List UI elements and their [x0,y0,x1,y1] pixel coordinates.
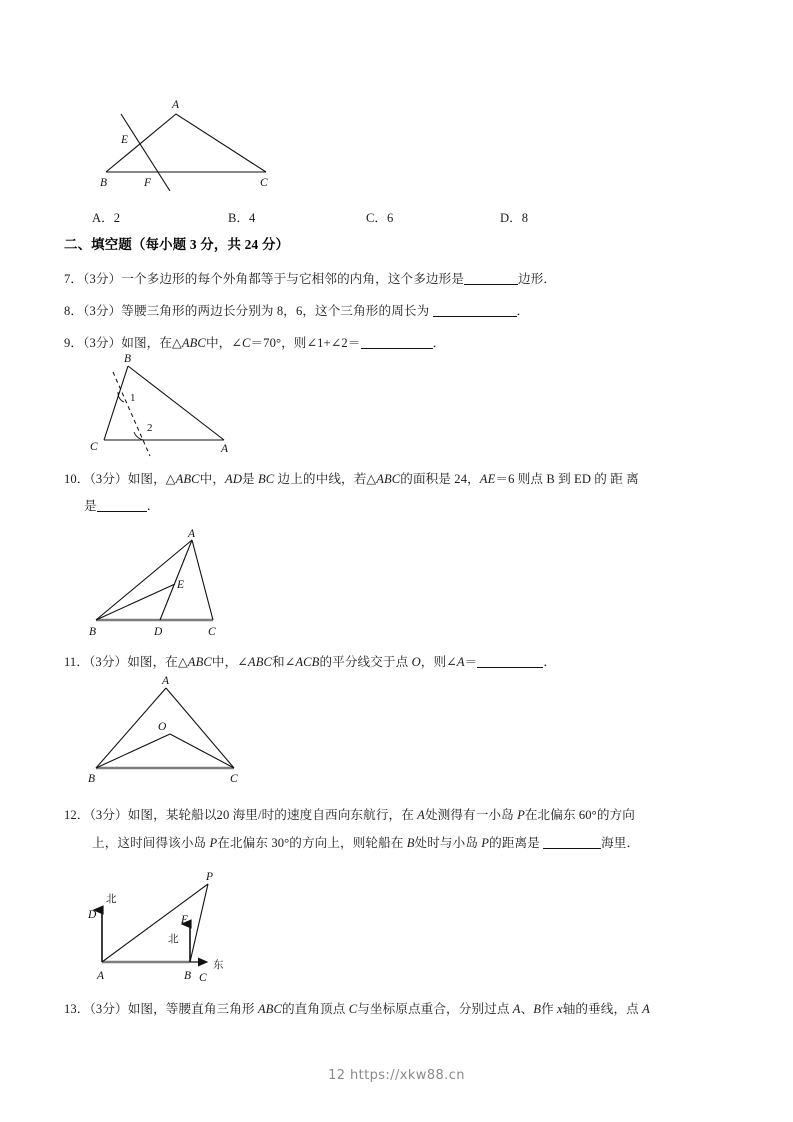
question-text: 在北偏东 60°的方向 [524,808,635,822]
question-text-tail: ． [146,499,160,513]
question-number: 13． [64,1002,90,1016]
math-symbol: C [348,1002,358,1016]
figure-angle-label: 2 [147,422,153,434]
math-symbol: ABC [181,336,206,350]
figure-label: F [144,177,152,189]
option-d[interactable]: D．8 [500,211,528,225]
question-number: 8． [64,304,84,318]
figure-label: A [172,99,180,111]
question-text: 中，∠ [211,655,248,669]
figure-q10-triangle-median [80,528,270,640]
answer-blank[interactable] [477,655,543,668]
question-text: 作 [541,1002,558,1016]
figure-label: A [188,528,196,540]
figure-label: B [89,626,97,638]
figure-label: E [121,134,129,146]
question-11 [64,653,556,671]
math-symbol: ABC [175,472,200,486]
figure-label: P [206,871,214,883]
question-score: （3分） [83,272,122,286]
answer-blank[interactable] [361,336,433,349]
math-symbol: O [411,655,421,669]
question-text: 上，这时间得该小岛 [92,836,210,850]
question-8 [64,302,529,320]
figure-label: E [181,914,189,926]
answer-blank[interactable] [464,272,518,285]
question-text: 是 [84,499,97,513]
question-12-line-2 [92,834,639,852]
section-heading-fill-in-blank: 二、填空题（每小题 3 分，共 24 分） [64,237,290,252]
question-text: 如图，某轮船以20 海里/时的速度自西向东航行，在 [127,808,418,822]
question-text-tail: ． [543,655,557,669]
question-text: 的平分线交于点 [319,655,412,669]
figure-label: C [260,177,268,189]
figure-label: B [184,970,192,982]
question-text: 等腰三角形的两边长分别为 8，6，这个三角形的周长为 [121,304,430,318]
question-number: 10． [64,472,90,486]
math-symbol: ACB [295,655,320,669]
question-text: ＝ [464,655,478,669]
question-7 [64,270,556,288]
question-text: 的面积是 24， [400,472,480,486]
question-score: （3分） [83,336,122,350]
answer-blank[interactable] [97,499,147,512]
figure-label: C [199,972,207,984]
question-text-tail: ． [516,304,530,318]
option-b[interactable]: B．4 [228,211,256,225]
question-score: （3分） [89,1002,128,1016]
question-12-line-1 [64,806,635,824]
figure-label: A [162,675,170,687]
question-text-tail: ． [432,336,446,350]
question-text: 边上的中线，若△ [274,472,377,486]
figure-direction-north: 北 [106,893,117,905]
option-a[interactable]: A．2 [92,211,120,225]
answer-blank[interactable] [543,836,601,849]
question-text: 的距离是 [489,836,540,850]
figure-label: B [124,353,132,365]
math-symbol: A [417,808,425,822]
math-symbol: C [241,336,251,350]
question-10-line-2 [84,497,159,515]
figure-q12-navigation [80,866,270,988]
math-symbol: ABC [247,655,273,669]
math-symbol: P [209,836,218,850]
question-number: 7． [64,272,84,286]
math-symbol: BC [258,472,275,486]
question-13 [64,1000,650,1018]
answer-blank[interactable] [433,304,517,317]
question-score: （3分） [89,655,128,669]
math-symbol: ABC [376,472,401,486]
figure-label: C [208,626,216,638]
math-symbol: A [456,655,465,669]
figure-label: E [177,579,185,591]
question-score: （3分） [83,304,122,318]
question-text: 如图，在△ [121,336,182,350]
question-number: 11． [64,655,90,669]
math-symbol: AE [479,472,496,486]
question-text: 处测得有一小岛 [424,808,518,822]
question-9 [64,334,445,352]
question-number: 9． [64,336,84,350]
question-text: 一个多边形的每个外角都等于与它相邻的内角，这个多边形是 [121,272,465,286]
question-text: 是 [242,472,258,486]
page-footer-watermark: 12 https://xkw88.cn [328,1068,465,1083]
math-symbol: B [533,1002,542,1016]
question-text: 与坐标原点重合，分别过点 [357,1002,513,1016]
question-score: （3分） [89,472,128,486]
math-symbol: x [557,1002,563,1016]
math-symbol: ABC [187,655,212,669]
question-text: 处时与小岛 [414,836,482,850]
figure-direction-north: 北 [168,933,179,945]
figure-label: A [221,443,229,455]
math-symbol: B [406,836,415,850]
math-symbol: ABC [257,1002,282,1016]
question-text: 中， [199,472,226,486]
math-symbol: P [517,808,525,822]
figure-q11-angle-bisectors [82,672,267,784]
math-symbol: A [512,1002,521,1016]
question-text: ＝70°，则∠1+∠2＝ [250,336,361,350]
question-text-tail: 边形． [518,272,557,286]
question-score: （3分） [89,808,128,822]
figure-label: A [97,970,105,982]
question-text: ＝6 则点 B 到 ED 的 距 离 [495,472,639,486]
question-text: 和∠ [272,655,296,669]
question-text-tail: 海里． [601,836,640,850]
figure-angle-label: 1 [130,392,136,404]
question-text: 轴的垂线，点 [562,1002,643,1016]
figure-label: C [230,773,238,784]
math-symbol: AD [225,472,243,486]
question-text: 如图，△ [127,472,176,486]
question-10-line-1 [64,470,639,488]
math-symbol: P [481,836,490,850]
question-text: 、 [520,1002,534,1016]
figure-q6-triangle [88,96,288,191]
option-c[interactable]: C．6 [366,211,394,225]
figure-label: O [158,721,167,733]
question-text: 中，∠ [205,336,242,350]
figure-direction-east: 东 [213,959,224,971]
question-text: 在北偏东 30°的方向上，则轮船在 [217,836,407,850]
question-text: 如图，在△ [127,655,188,669]
figure-label: D [154,626,163,638]
figure-label: B [100,177,108,189]
figure-label: B [88,773,96,784]
question-text: 的直角顶点 [281,1002,349,1016]
question-text: 如图，等腰直角三角形 [127,1002,258,1016]
figure-label: C [90,441,98,453]
math-symbol: A [642,1002,650,1016]
question-number: 12． [64,808,90,822]
figure-label: D [88,909,97,921]
question-text: ，则∠ [420,655,457,669]
figure-q9-triangle [88,352,248,462]
